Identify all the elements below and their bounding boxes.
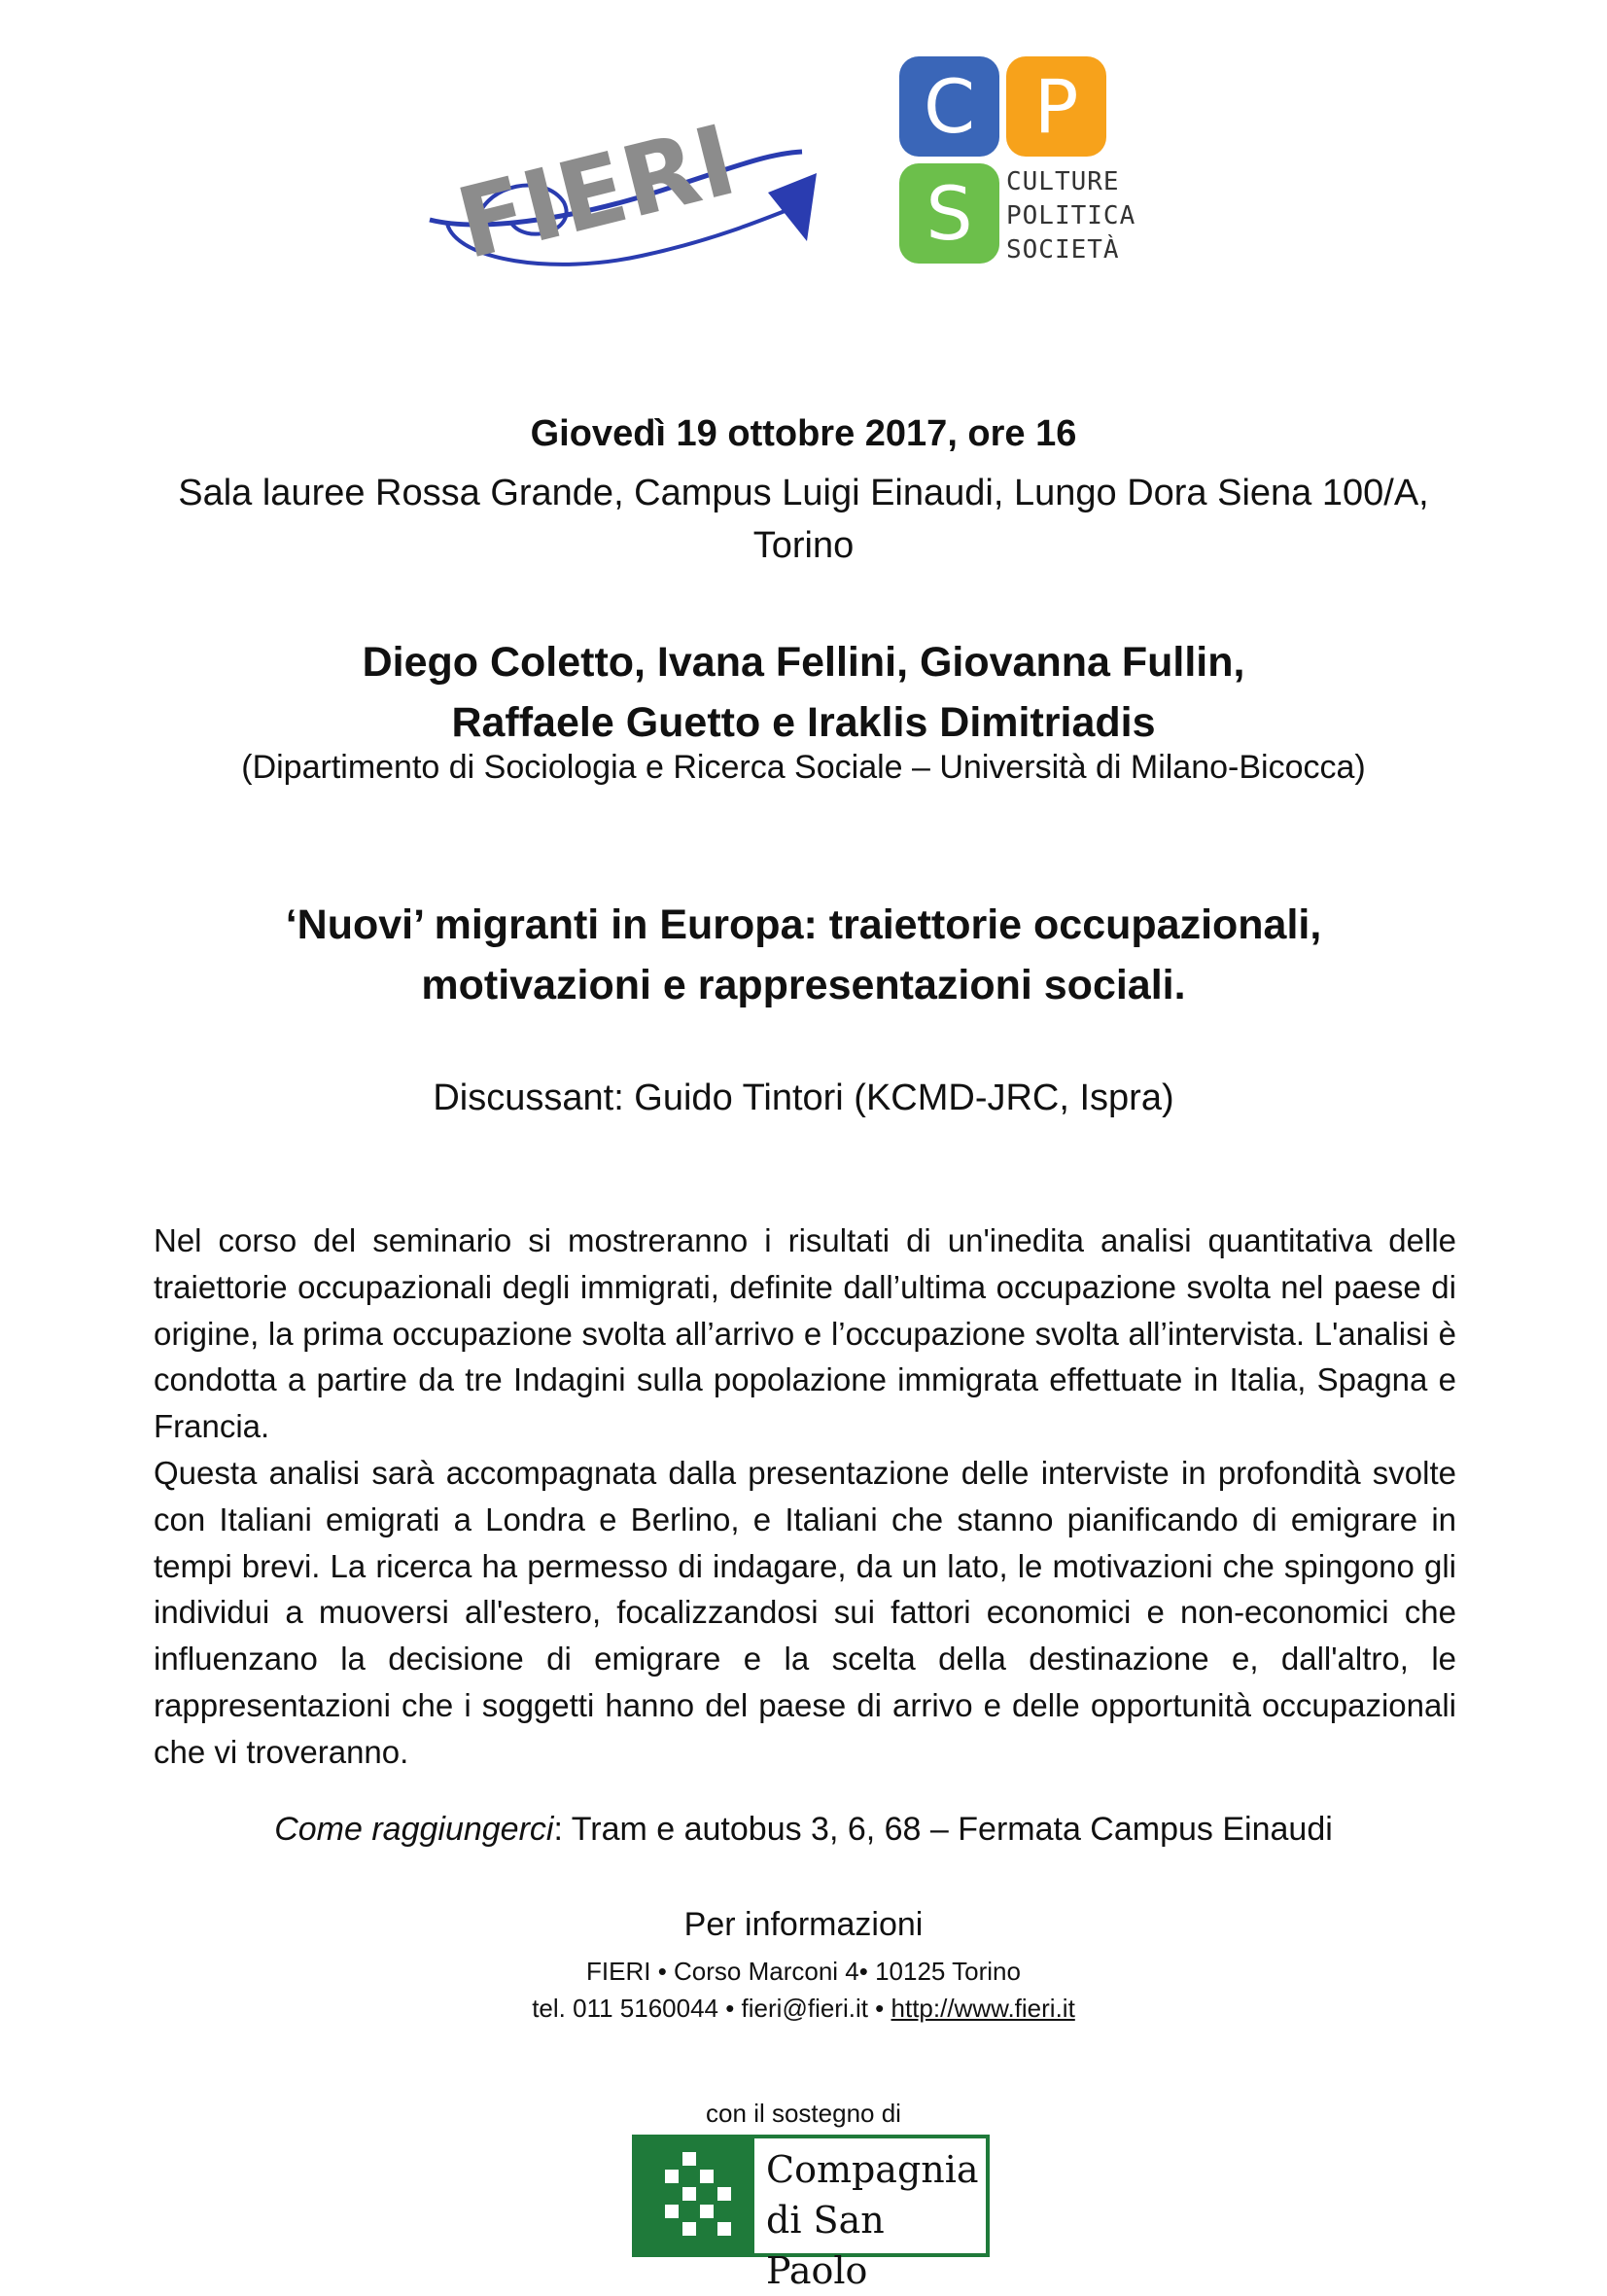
fieri-logo-text: FIERI	[446, 102, 747, 280]
event-venue-line1: Sala lauree Rossa Grande, Campus Luigi Einaudi, Lungo Dora Siena 100/A,	[178, 473, 1429, 513]
fieri-logo	[418, 76, 826, 280]
cps-logo	[899, 56, 1136, 270]
cps-tagline-culture: CULTURE	[1006, 167, 1120, 196]
compagnia-san-paolo-logo	[632, 2135, 990, 2292]
body-paragraph-2: Questa analisi sarà accompagnata dalla presentazione delle interviste in profondità svolte con Italiani emigrati a Londra e Berlino, e Italiani che stanno pianificando di emigrare in tempi brevi. La ricerca ha permesso di indagare, da un lato, le motivazioni che spingono gli individui a muoversi all'estero, focalizzandosi sui fattori economici e non-economici che influenzano la decisione di emigrare e la scelta della destinazione e, dall'altro, le rappresentazioni che i soggetti hanno del paese di arrivo e delle opportunità occupazionali che vi troveranno.	[154, 1454, 1456, 1770]
website-link[interactable]: http://www.fieri.it	[891, 1994, 1075, 2023]
sponsor-mark-icon	[636, 2138, 754, 2253]
cps-letter-c: C	[899, 56, 999, 157]
directions-text: : Tram e autobus 3, 6, 68 – Fermata Campus Einaudi	[553, 1811, 1333, 1848]
cps-tagline-politica: POLITICA	[1006, 201, 1136, 230]
cps-letter-s: S	[899, 163, 999, 264]
info-contact-text: tel. 011 5160044 • fieri@fieri.it •	[532, 1994, 891, 2023]
info-contact	[0, 1994, 1607, 2024]
sponsor-name	[766, 2144, 986, 2296]
body-paragraph-1: Nel corso del seminario si mostreranno i risultati di un'inedita analisi quantitativa delle traiettorie occupazionali degli immigrati, definite dall’ultima occupazione svolta nel paese di origine, la prima occupazione svolta all’arrivo e l’occupazione svolta all’intervista. L'analisi è condotta a partire da tre Indagini sulla popolazione immigrata effettuate in Italia, Spagna e Francia.	[154, 1222, 1456, 1445]
directions	[0, 1811, 1607, 1849]
discussant: Discussant: Guido Tintori (KCMD-JRC, Ispra)	[433, 1077, 1174, 1118]
info-address: FIERI • Corso Marconi 4• 10125 Torino	[586, 1957, 1021, 1986]
event-venue	[0, 467, 1607, 572]
sponsor-name-line1: Compagnia	[766, 2148, 979, 2191]
body-text	[154, 1218, 1456, 1776]
cps-tagline-societa: SOCIETÀ	[1006, 235, 1120, 265]
event-date: Giovedì 19 ottobre 2017, ore 16	[530, 413, 1077, 454]
event-venue-line2: Torino	[752, 525, 855, 566]
seminar-title	[0, 895, 1607, 1015]
info-title: Per informazioni	[683, 1906, 924, 1943]
seminar-title-line2: motivazioni e rappresentazioni sociali.	[421, 962, 1186, 1008]
directions-label: Come raggiungerci	[274, 1811, 554, 1848]
speakers-affiliation: (Dipartimento di Sociologia e Ricerca Sociale – Università di Milano-Bicocca)	[241, 749, 1366, 786]
cps-letter-p: P	[1006, 56, 1106, 157]
support-label: con il sostegno di	[706, 2099, 901, 2128]
sponsor-name-line2: di San Paolo	[766, 2199, 885, 2292]
speakers-line2: Raffaele Guetto e Iraklis Dimitriadis	[451, 699, 1156, 746]
seminar-title-line1: ‘Nuovi’ migranti in Europa: traiettorie occupazionali,	[285, 901, 1322, 948]
speakers	[0, 632, 1607, 753]
speakers-line1: Diego Coletto, Ivana Fellini, Giovanna Fullin,	[362, 639, 1245, 686]
